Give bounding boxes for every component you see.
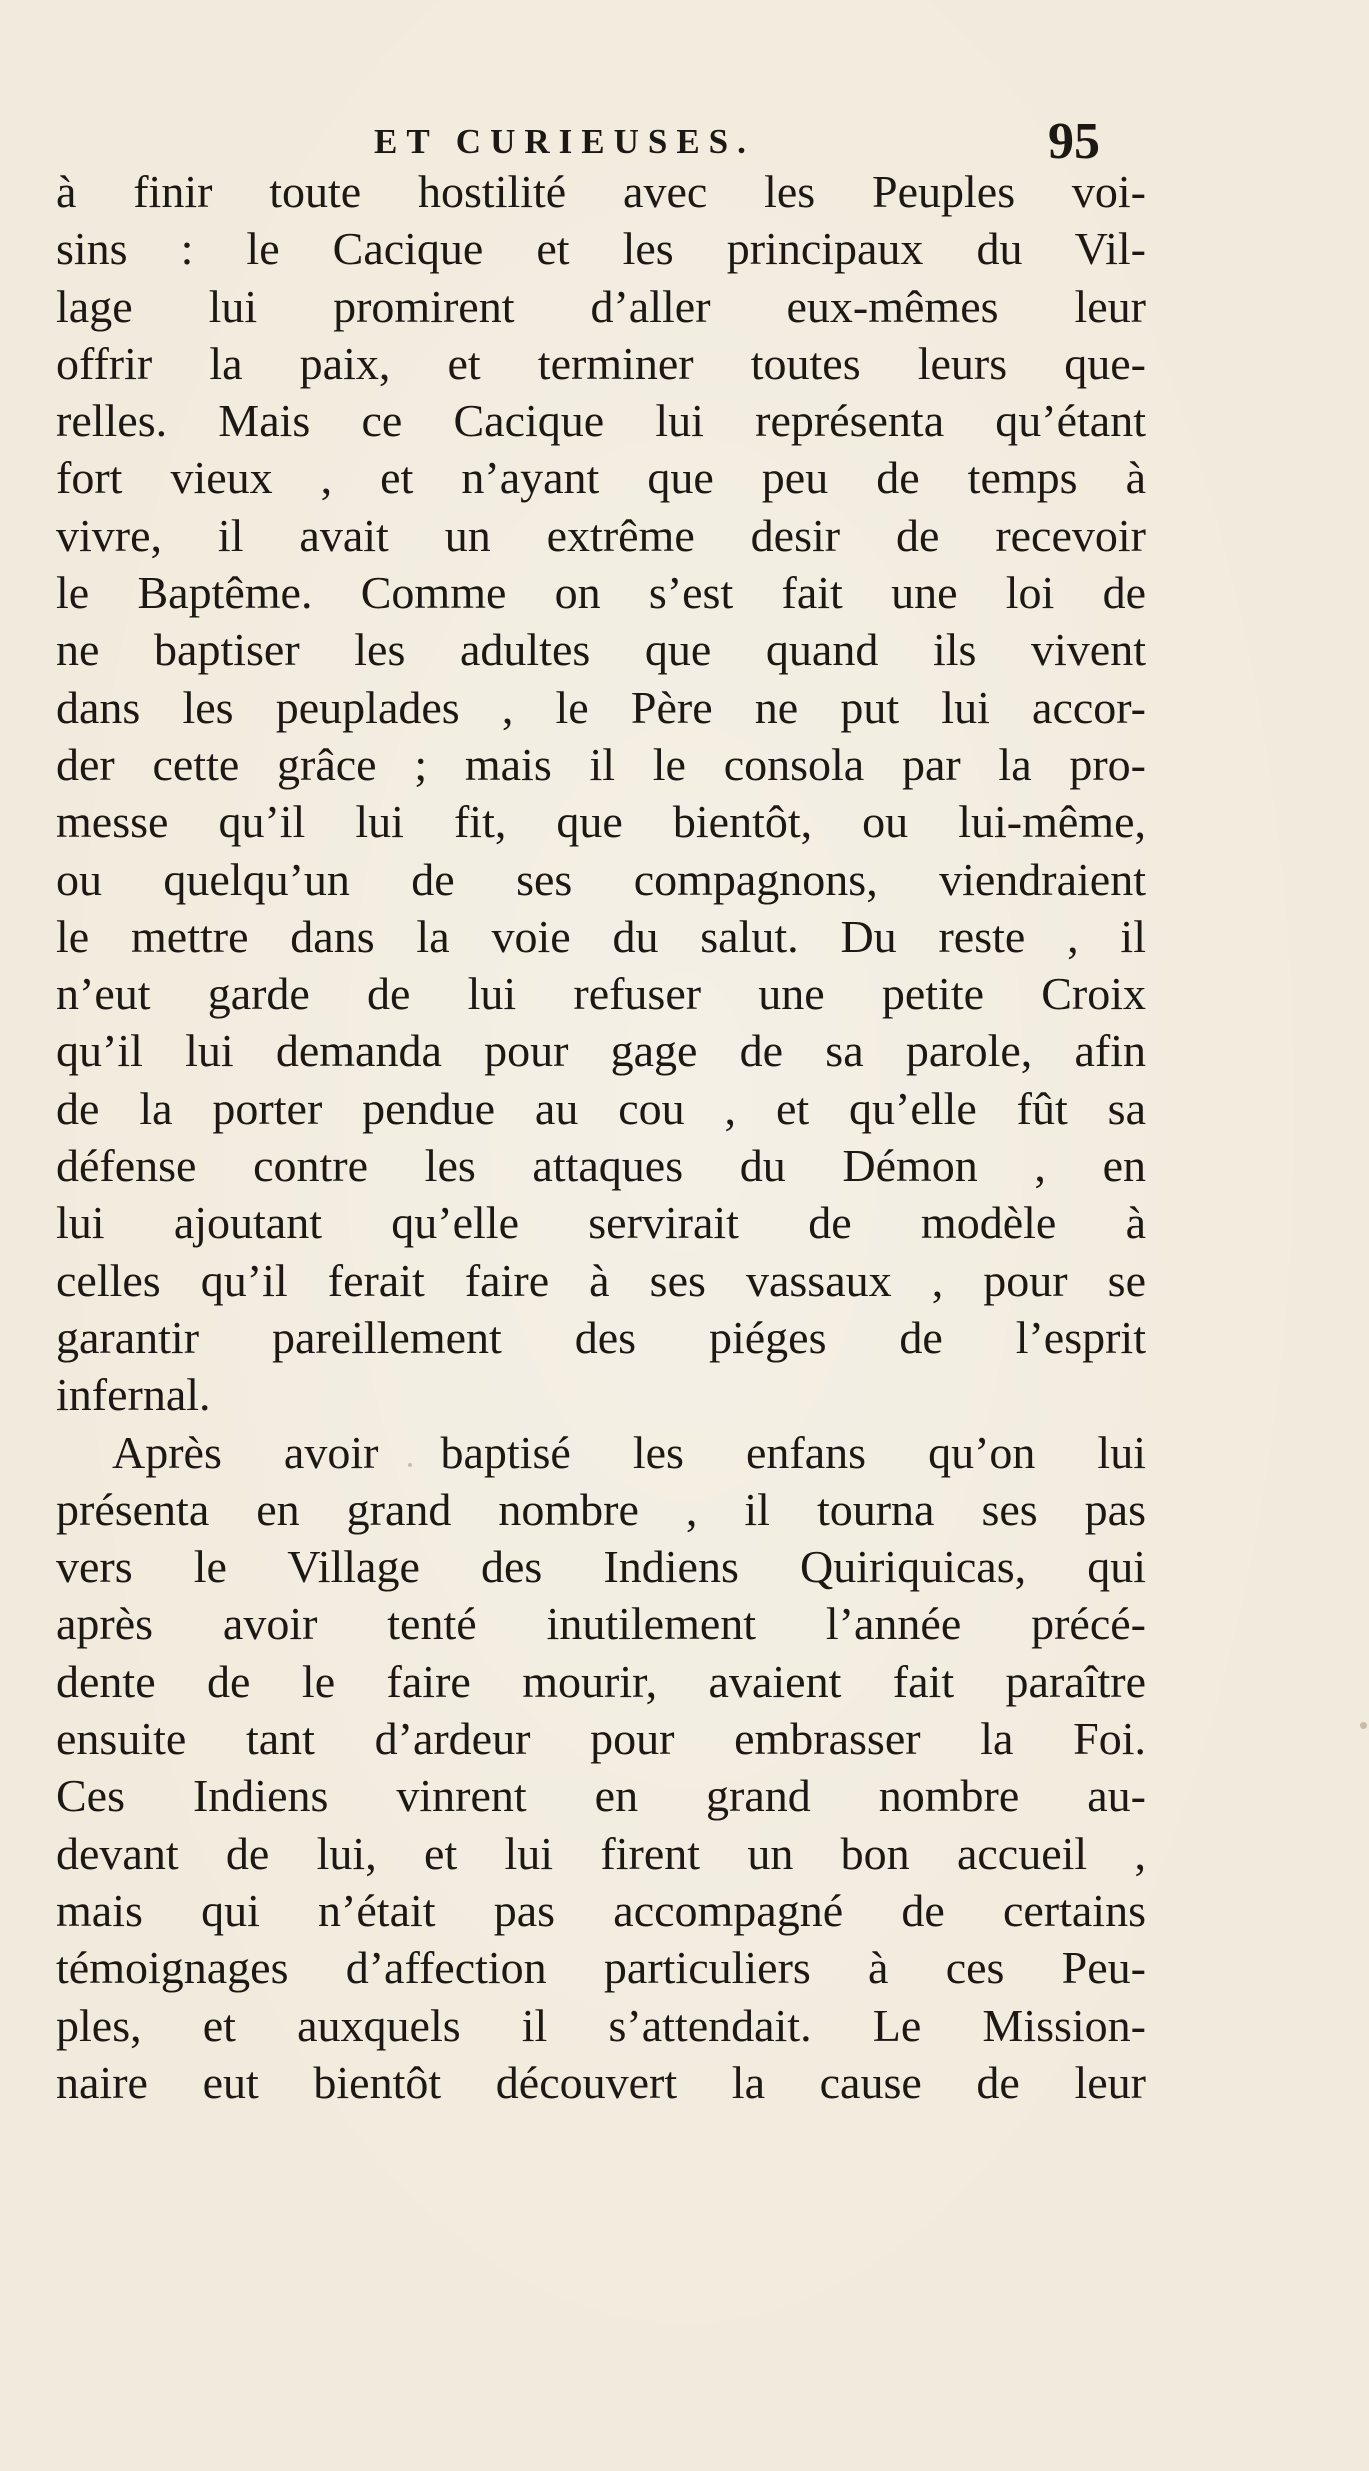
paper-speck xyxy=(1360,1722,1367,1729)
running-head: ET CURIEUSES. xyxy=(374,122,755,161)
text-line: dente de le faire mourir, avaient fait paraître xyxy=(56,1655,1146,1707)
text-line: lui ajoutant qu’elle servirait de modèle à xyxy=(56,1197,1146,1249)
text-line: infernal. xyxy=(56,1369,211,1421)
text-line: le mettre dans la voie du salut. Du reste , il xyxy=(56,910,1146,962)
text-line: présenta en grand nombre , il tourna ses pas xyxy=(56,1483,1146,1535)
text-line: ples, et auxquels il s’attendait. Le Mission- xyxy=(56,1999,1146,2051)
text-line: après avoir tenté inutilement l’année précé- xyxy=(56,1598,1146,1650)
text-line: devant de lui, et lui firent un bon accueil , xyxy=(56,1827,1146,1879)
text-line: vers le Village des Indiens Quiriquicas, qui xyxy=(56,1541,1146,1593)
text-line: qu’il lui demanda pour gage de sa parole, afin xyxy=(56,1025,1146,1077)
text-line: fort vieux , et n’ayant que peu de temps à xyxy=(56,452,1146,504)
text-line: celles qu’il ferait faire à ses vassaux , pour se xyxy=(56,1254,1146,1306)
text-line: ou quelqu’un de ses compagnons, viendraient xyxy=(56,853,1146,905)
text-line: garantir pareillement des piéges de l’esprit xyxy=(56,1311,1146,1363)
text-line: mais qui n’était pas accompagné de certains xyxy=(56,1884,1146,1936)
paper-speck xyxy=(408,1463,412,1467)
text-line: Après avoir baptisé les enfans qu’on lui xyxy=(112,1426,1146,1478)
text-line: der cette grâce ; mais il le consola par la pro- xyxy=(56,738,1146,790)
text-line: le Baptême. Comme on s’est fait une loi de xyxy=(56,567,1146,619)
text-line: témoignages d’affection particuliers à ces Peu- xyxy=(56,1942,1146,1994)
text-line: naire eut bientôt découvert la cause de leur xyxy=(56,2056,1146,2108)
text-line: sins : le Cacique et les principaux du Vil- xyxy=(56,223,1146,275)
text-line: ne baptiser les adultes que quand ils vivent xyxy=(56,624,1146,676)
text-line: offrir la paix, et terminer toutes leurs que- xyxy=(56,337,1146,389)
text-line: défense contre les attaques du Démon , en xyxy=(56,1140,1146,1192)
text-line: messe qu’il lui fit, que bientôt, ou lui-même, xyxy=(56,796,1146,848)
text-line: relles. Mais ce Cacique lui représenta qu’étant xyxy=(56,395,1146,447)
text-line: Ces Indiens vinrent en grand nombre au- xyxy=(56,1770,1146,1822)
body-text xyxy=(56,163,1146,2111)
text-line: n’eut garde de lui refuser une petite Croix xyxy=(56,968,1146,1020)
text-line: ensuite tant d’ardeur pour embrasser la Foi. xyxy=(56,1713,1146,1765)
text-line: à finir toute hostilité avec les Peuples voi- xyxy=(56,166,1146,217)
text-line: lage lui promirent d’aller eux-mêmes leur xyxy=(56,280,1146,332)
text-line: vivre, il avait un extrême desir de recevoir xyxy=(56,509,1146,561)
page-number: 95 xyxy=(1048,113,1100,170)
text-line: dans les peuplades , le Père ne put lui accor- xyxy=(56,681,1146,733)
text-line: de la porter pendue au cou , et qu’elle fût sa xyxy=(56,1082,1146,1134)
